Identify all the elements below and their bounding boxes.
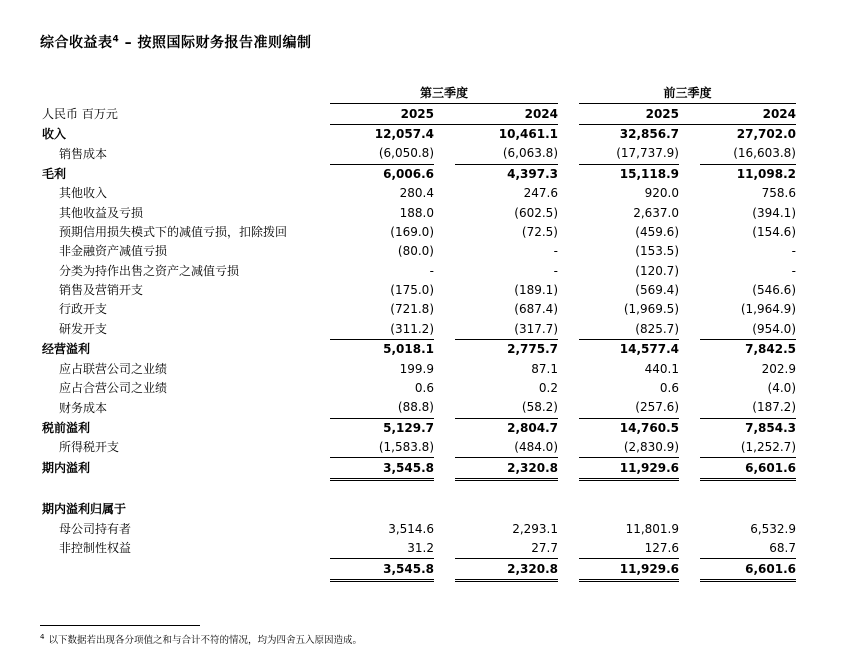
row-value: (72.5) xyxy=(521,224,558,239)
row-label xyxy=(42,559,330,580)
statement-row xyxy=(42,300,796,319)
row-value: (169.0) xyxy=(390,224,434,239)
row-value: 87.1 xyxy=(531,361,558,376)
row-value: 280.4 xyxy=(399,186,434,201)
statement-row xyxy=(42,184,796,203)
attribution-row xyxy=(42,539,796,559)
statement-row xyxy=(42,223,796,242)
group-header-q3: 第三季度 xyxy=(330,84,558,104)
footnote xyxy=(40,632,362,646)
row-value: (6,050.8) xyxy=(330,144,434,164)
row-label: 销售及营销开支 xyxy=(59,283,144,298)
unit-label: 人民币 百万元 xyxy=(42,106,118,121)
row-value: 2,320.8 xyxy=(455,559,558,580)
row-value: 127.6 xyxy=(579,539,679,559)
header-year-row xyxy=(42,104,796,124)
attribution-total-row xyxy=(42,559,796,580)
row-value: 2,320.8 xyxy=(455,458,558,479)
row-value: 2,775.7 xyxy=(507,342,558,357)
footnote-marker: 4 xyxy=(40,632,45,641)
row-value: 3,545.8 xyxy=(330,559,434,580)
row-value: (189.1) xyxy=(514,283,558,298)
row-value: - xyxy=(553,263,558,278)
row-value: (175.0) xyxy=(390,283,434,298)
title-suffix: – 按照国际财务报告准则编制 xyxy=(119,35,312,51)
row-value: (6,063.8) xyxy=(455,144,558,164)
row-value: 0.2 xyxy=(538,381,558,396)
row-label: 非控制性权益 xyxy=(59,541,132,556)
row-value: 15,118.9 xyxy=(619,166,679,181)
spacer-row xyxy=(42,479,796,500)
row-value: 199.9 xyxy=(399,361,434,376)
row-value: (120.7) xyxy=(635,263,679,278)
statement-row xyxy=(42,281,796,300)
row-label: 应占合营公司之业绩 xyxy=(59,381,168,396)
row-value: 10,461.1 xyxy=(498,126,558,141)
statement-row xyxy=(42,418,796,438)
row-label: 行政开支 xyxy=(59,302,108,317)
row-value: (16,603.8) xyxy=(700,144,796,164)
statement-title xyxy=(40,32,312,52)
row-value: 920.0 xyxy=(644,186,679,201)
row-value: 7,854.3 xyxy=(745,420,796,435)
statement-row xyxy=(42,458,796,479)
row-value: 440.1 xyxy=(644,361,679,376)
row-label: 所得税开支 xyxy=(59,440,120,455)
row-value: (1,969.5) xyxy=(623,302,679,317)
row-value: - xyxy=(791,244,796,259)
row-value: (80.0) xyxy=(397,244,434,259)
row-value: 11,098.2 xyxy=(736,166,796,181)
footnote-text: 以下数据若出现各分项值之和与合计不符的情况，均为四舍五入原因造成。 xyxy=(48,635,362,646)
row-value: (88.8) xyxy=(330,398,434,418)
row-value: (311.2) xyxy=(330,320,434,340)
attribution-heading: 期内溢利归属于 xyxy=(42,502,127,517)
row-value: (4.0) xyxy=(767,381,796,396)
row-value: 5,018.1 xyxy=(383,342,434,357)
row-value: 11,801.9 xyxy=(625,521,679,536)
row-value: (2,830.9) xyxy=(579,438,679,458)
row-value: (721.8) xyxy=(390,302,434,317)
statement-row xyxy=(42,164,796,184)
row-value: (153.5) xyxy=(635,244,679,259)
row-value: 202.9 xyxy=(761,361,796,376)
row-value: 7,842.5 xyxy=(745,342,796,357)
row-value: 31.2 xyxy=(330,539,434,559)
row-value: (825.7) xyxy=(579,320,679,340)
row-value: 11,929.6 xyxy=(579,559,679,580)
year-9m-2024: 2024 xyxy=(700,104,796,124)
row-value: 6,006.6 xyxy=(383,166,434,181)
attribution-row xyxy=(42,520,796,539)
statement-row xyxy=(42,124,796,144)
row-value: 6,601.6 xyxy=(700,458,796,479)
header-group-row xyxy=(42,84,796,104)
row-value: (17,737.9) xyxy=(579,144,679,164)
row-value: 758.6 xyxy=(761,186,796,201)
row-value: 14,760.5 xyxy=(619,420,679,435)
row-label: 财务成本 xyxy=(59,400,108,415)
row-value: (187.2) xyxy=(700,398,796,418)
row-value: 6,532.9 xyxy=(750,521,796,536)
row-value: (459.6) xyxy=(635,224,679,239)
row-value: 0.6 xyxy=(659,381,679,396)
title-footnote-marker: 4 xyxy=(112,34,120,45)
row-label: 非金融资产减值亏损 xyxy=(59,244,168,259)
row-label: 研发开支 xyxy=(59,322,108,337)
year-q3-2025: 2025 xyxy=(330,104,434,124)
statement-row xyxy=(42,320,796,340)
row-value: (546.6) xyxy=(752,283,796,298)
statement-row xyxy=(42,242,796,261)
row-value: (484.0) xyxy=(455,438,558,458)
row-label: 经营溢利 xyxy=(42,342,91,357)
row-value: 3,545.8 xyxy=(330,458,434,479)
row-value: 3,514.6 xyxy=(388,521,434,536)
row-value: (1,964.9) xyxy=(740,302,796,317)
row-label: 期内溢利 xyxy=(42,461,91,476)
row-value: 27.7 xyxy=(455,539,558,559)
footnote-divider xyxy=(40,625,200,626)
row-value: 247.6 xyxy=(523,186,558,201)
row-label: 其他收益及亏损 xyxy=(59,205,144,220)
row-value: - xyxy=(429,263,434,278)
row-label: 分类为持作出售之资产之减值亏损 xyxy=(59,263,240,278)
year-9m-2025: 2025 xyxy=(579,104,679,124)
row-value: 6,601.6 xyxy=(700,559,796,580)
row-value: (569.4) xyxy=(635,283,679,298)
row-value: - xyxy=(791,263,796,278)
group-header-9m: 前三季度 xyxy=(579,84,796,104)
row-label: 应占联营公司之业绩 xyxy=(59,361,168,376)
row-label: 其他收入 xyxy=(59,186,108,201)
row-value: 2,804.7 xyxy=(507,420,558,435)
row-value: 27,702.0 xyxy=(736,126,796,141)
attribution-heading-row xyxy=(42,500,796,519)
statement-row xyxy=(42,144,796,164)
row-label: 预期信用损失模式下的减值亏损，扣除拨回 xyxy=(59,224,288,239)
row-value: 11,929.6 xyxy=(579,458,679,479)
row-label: 毛利 xyxy=(42,166,67,181)
row-value: 32,856.7 xyxy=(619,126,679,141)
statement-row xyxy=(42,379,796,398)
row-label: 税前溢利 xyxy=(42,420,91,435)
row-value: (394.1) xyxy=(752,205,796,220)
title-text: 综合收益表 xyxy=(40,35,113,51)
row-value: 0.6 xyxy=(414,381,434,396)
statement-row xyxy=(42,262,796,281)
row-label: 销售成本 xyxy=(59,146,108,161)
row-value: 188.0 xyxy=(399,205,434,220)
income-statement-table xyxy=(42,84,796,582)
row-label: 母公司持有者 xyxy=(59,521,132,536)
statement-row xyxy=(42,203,796,222)
row-value: (317.7) xyxy=(455,320,558,340)
row-value: 2,293.1 xyxy=(512,521,558,536)
statement-row xyxy=(42,398,796,418)
row-value: (954.0) xyxy=(700,320,796,340)
row-value: - xyxy=(553,244,558,259)
statement-row xyxy=(42,340,796,360)
row-value: (687.4) xyxy=(514,302,558,317)
row-value: (154.6) xyxy=(752,224,796,239)
row-label: 收入 xyxy=(42,126,67,141)
row-value: 5,129.7 xyxy=(383,420,434,435)
row-value: 14,577.4 xyxy=(619,342,679,357)
row-value: (1,252.7) xyxy=(700,438,796,458)
row-value: 12,057.4 xyxy=(374,126,434,141)
row-value: (257.6) xyxy=(579,398,679,418)
statement-row xyxy=(42,359,796,378)
row-value: 68.7 xyxy=(700,539,796,559)
row-value: 4,397.3 xyxy=(507,166,558,181)
year-q3-2024: 2024 xyxy=(455,104,558,124)
row-value: (1,583.8) xyxy=(330,438,434,458)
statement-row xyxy=(42,438,796,458)
row-value: 2,637.0 xyxy=(633,205,679,220)
row-value: (58.2) xyxy=(455,398,558,418)
row-value: (602.5) xyxy=(514,205,558,220)
